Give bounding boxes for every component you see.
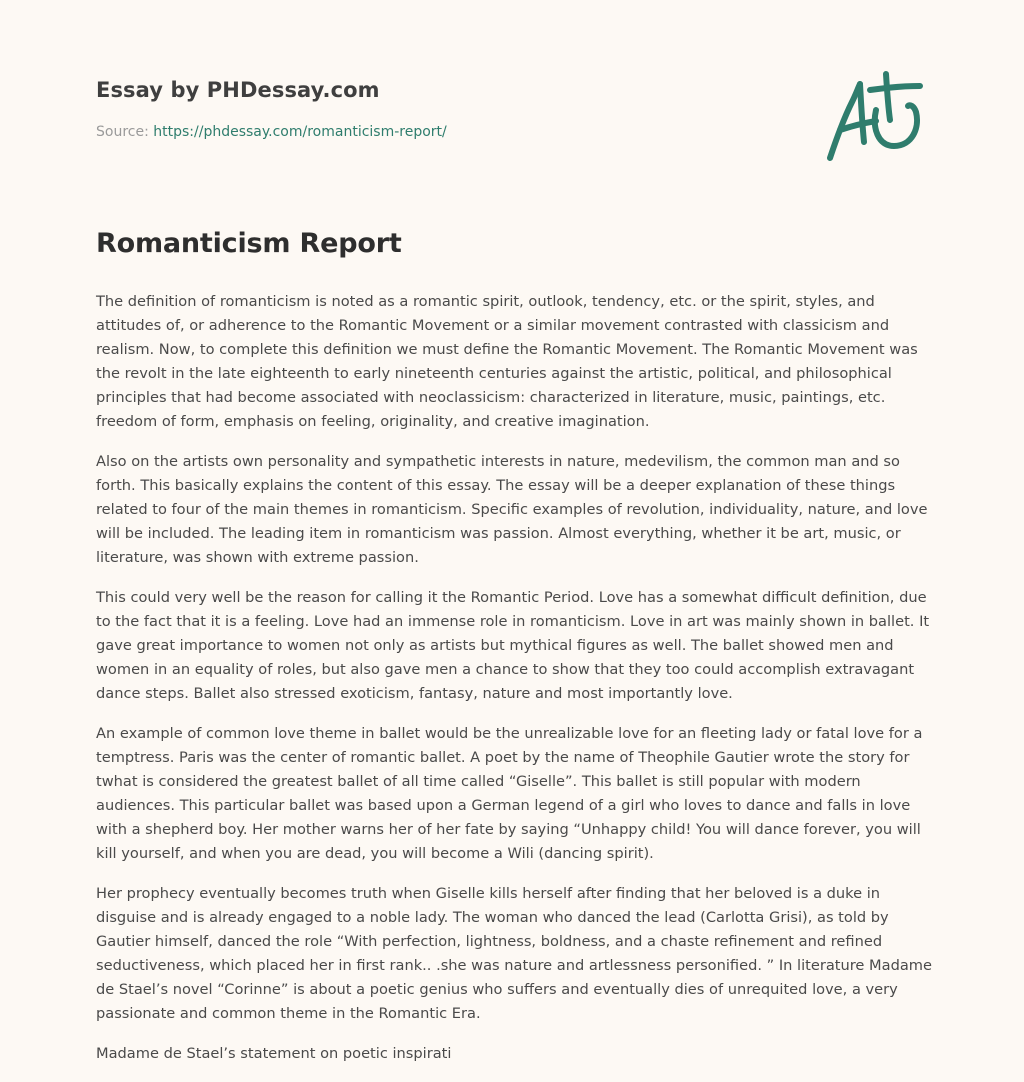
- article-paragraph: An example of common love theme in ballet would be the unrealizable love for an fleeting lady or fatal love for a temptress. Paris was the center of romantic ballet. A poet by the name of Theophile Gautier wrote the story for twhat is considered the greatest ballet of all time called “Giselle”. This ballet is still popular with modern audiences. This particular ballet was based upon a German legend of a girl who loves to dance and falls in love with a shepherd boy. Her mother warns her of her fate by saying “Unhappy child! You will dance forever, you will kill yourself, and when you are dead, you will become a Wili (dancing spirit).: [96, 725, 923, 862]
- page-header: [96, 76, 936, 142]
- article-paragraph: Madame de Stael’s statement on poetic inspirati: [96, 1045, 452, 1062]
- brand-title: Essay by PHDessay.com: [96, 78, 380, 102]
- article-paragraph: This could very well be the reason for calling it the Romantic Period. Love has a somewhat difficult definition, due to the fact that it is a feeling. Love had an immense role in romanticism. Love in art was mainly shown in ballet. It gave great importance to women not only as artists but mythical figures as well. The ballet showed men and women in an equality of roles, but also gave men a chance to show that they too could accomplish extravagant dance steps. Ballet also stressed exoticism, fantasy, nature and most importantly love.: [96, 589, 930, 702]
- source-link[interactable]: https://phdessay.com/romanticism-report/: [153, 124, 447, 140]
- source-label: Source:: [96, 124, 149, 140]
- a-plus-grade-icon: [820, 66, 930, 166]
- article: [96, 226, 932, 1082]
- page-title: Romanticism Report: [96, 228, 402, 259]
- article-paragraph: Also on the artists own personality and sympathetic interests in nature, medevilism, the common man and so forth. This basically explains the content of this essay. The essay will be a deeper explanation of these things related to four of the main themes in romanticism. Specific examples of revolution, individuality, nature, and love will be included. The leading item in romanticism was passion. Almost everything, whether it be art, music, or literature, was shown with extreme passion.: [96, 453, 928, 566]
- source-line: [96, 122, 936, 142]
- article-paragraph: Her prophecy eventually becomes truth when Giselle kills herself after finding that her beloved is a duke in disguise and is already engaged to a noble lady. The woman who danced the lead (Carlotta Grisi), as told by Gautier himself, danced the role “With perfection, lightness, boldness, and a chaste refinement and refined seductiveness, which placed her in first rank.. .she was nature and artlessness personified. ” In literature Madame de Stael’s novel “Corinne” is about a poetic genius who suffers and eventually dies of unrequited love, a very passionate and common theme in the Romantic Era.: [96, 885, 932, 1022]
- article-paragraph: The definition of romanticism is noted as a romantic spirit, outlook, tendency, etc. or the spirit, styles, and attitudes of, or adherence to the Romantic Movement or a similar movement contrasted with classicism and realism. Now, to complete this definition we must define the Romantic Movement. The Romantic Movement was the revolt in the late eighteenth to early nineteenth centuries against the artistic, political, and philosophical principles that had become associated with neoclassicism: characterized in literature, music, paintings, etc. freedom of form, emphasis on feeling, originality, and creative imagination.: [96, 293, 918, 430]
